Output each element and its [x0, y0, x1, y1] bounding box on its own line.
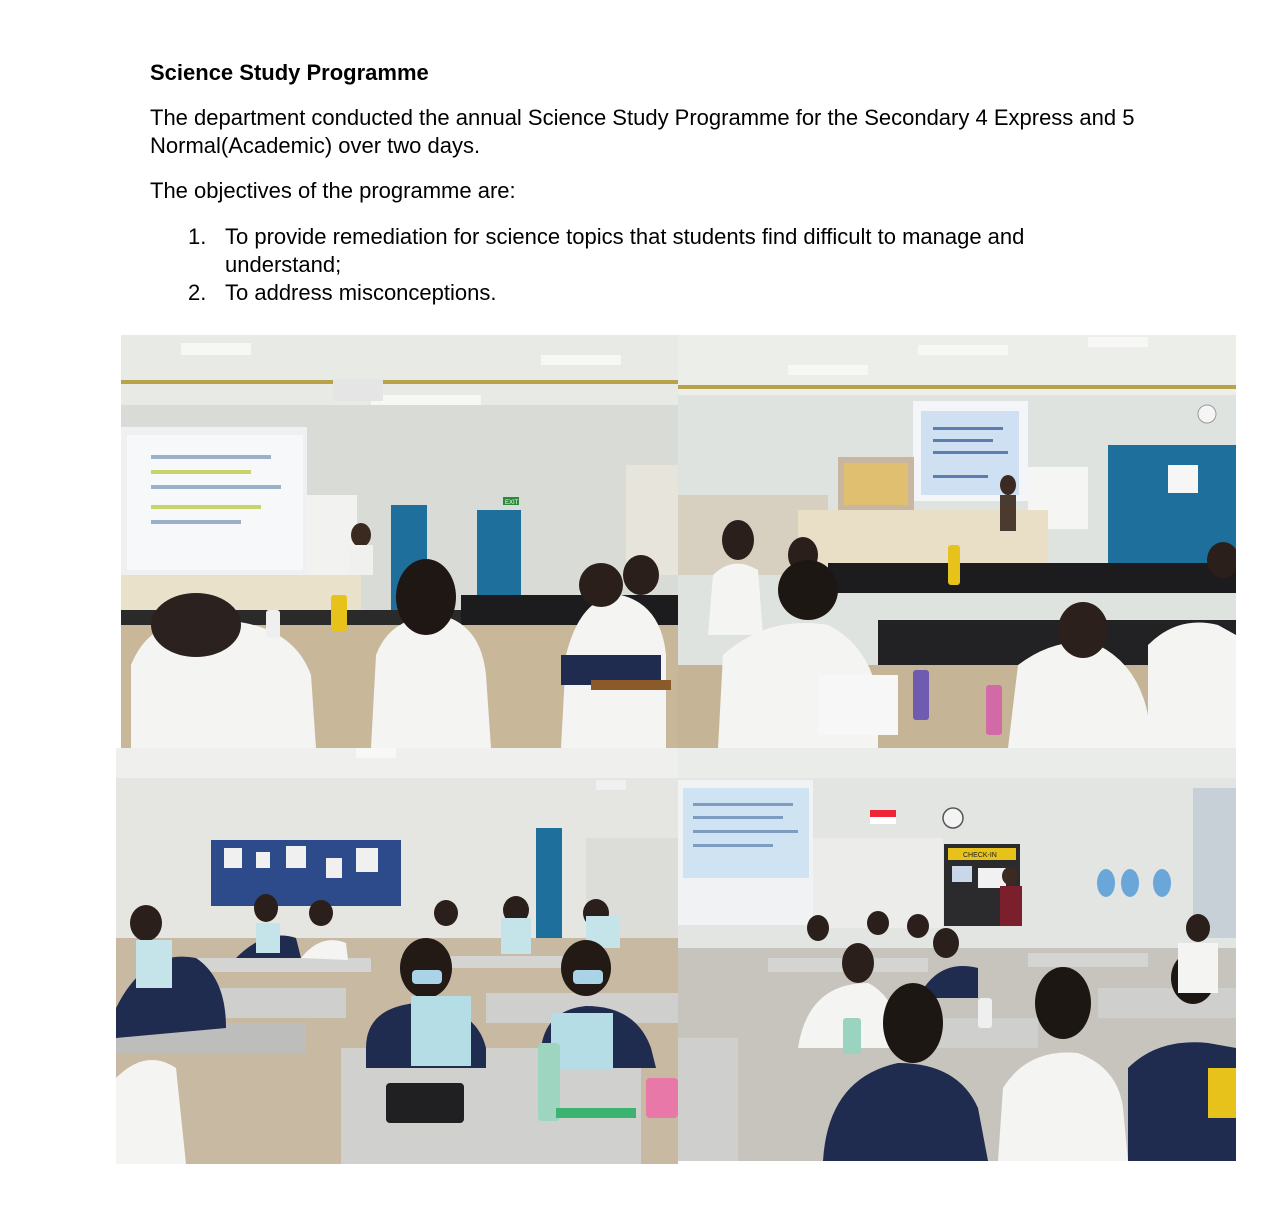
document-title: Science Study Programme: [150, 60, 429, 85]
objective-number: 2.: [188, 280, 207, 305]
objective-item: [188, 279, 1088, 307]
objective-text: To provide remediation for science topics that students find difficult to manage and understand;: [225, 224, 1025, 277]
photo-lab-lesson: [121, 335, 678, 748]
photo-classroom-checkin: [678, 748, 1236, 1161]
objective-item: [188, 223, 1088, 279]
objectives-heading: The objectives of the programme are:: [150, 178, 516, 203]
objective-text: To address misconceptions.: [225, 280, 497, 305]
objective-number: 1.: [188, 224, 207, 249]
objectives-list: [188, 223, 1088, 307]
checkin-board-text: CHECK-IN: [963, 852, 997, 859]
photo-lab-students: [678, 335, 1236, 748]
exit-sign-text: EXIT: [505, 500, 519, 506]
intro-paragraph: The department conducted the annual Science Study Programme for the Secondary 4 Express and 5 Normal(Academic) over two days.: [150, 105, 1135, 158]
photo-classroom-booklets: [116, 748, 678, 1164]
